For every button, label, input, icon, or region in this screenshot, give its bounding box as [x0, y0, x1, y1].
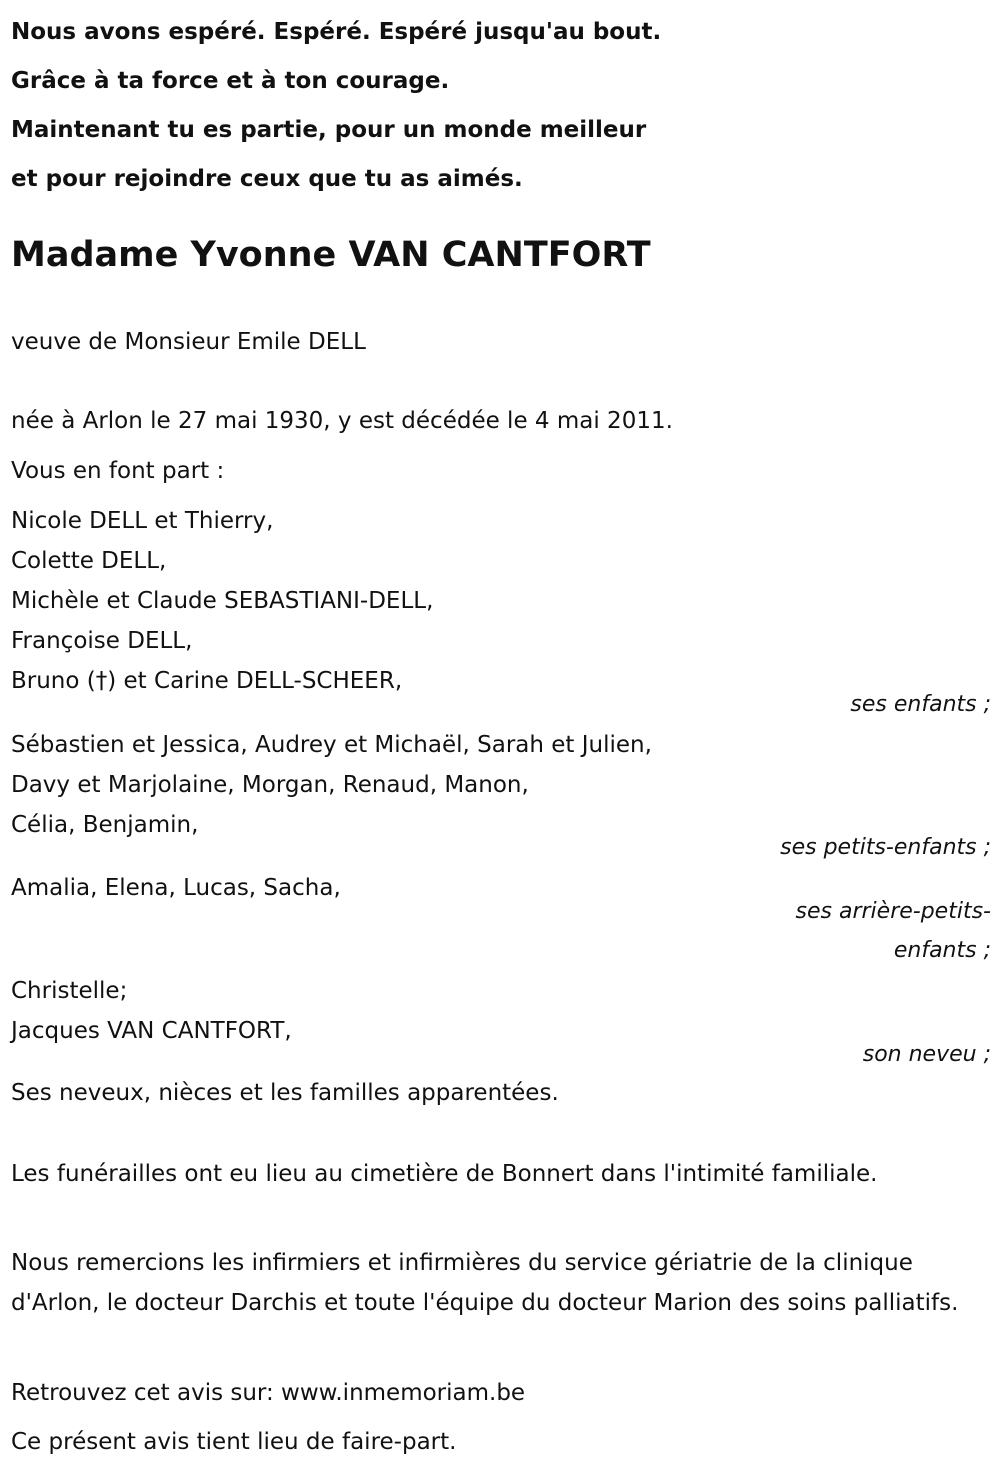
list-item: Michèle et Claude SEBASTIANI-DELL, — [11, 588, 434, 614]
poem-line: Grâce à ta force et à ton courage. — [11, 68, 450, 94]
poem — [11, 8, 991, 204]
widow-of: veuve de Monsieur Emile DELL — [11, 329, 366, 355]
grandchildren-role: ses petits-enfants ; — [780, 835, 991, 860]
list-item: Amalia, Elena, Lucas, Sacha, — [11, 875, 341, 901]
thanks-paragraph: Nous remercions les infirmiers et infirmières du service gériatrie de la clinique d'Arlon, le docteur Darchis et toute l'équipe du docteur Marion des soins palliatifs. — [11, 1250, 959, 1316]
list-item: Davy et Marjolaine, Morgan, Renaud, Manon, — [11, 772, 529, 798]
announce-line: Vous en font part : — [11, 458, 225, 484]
list-item: Jacques VAN CANTFORT, — [11, 1018, 292, 1044]
children-role: ses enfants ; — [850, 692, 991, 717]
nephew-role: son neveu ; — [862, 1042, 991, 1067]
poem-line: et pour rejoindre ceux que tu as aimés. — [11, 166, 523, 192]
list-item: Colette DELL, — [11, 548, 167, 574]
deceased-name: Madame Yvonne VAN CANTFORT — [11, 235, 651, 275]
grandchildren-list — [11, 725, 991, 845]
great-grandchildren-role-line1: ses arrière-petits- — [795, 899, 991, 924]
funeral-paragraph: Les funérailles ont eu lieu au cimetière de Bonnert dans l'intimité familiale. — [11, 1161, 878, 1187]
faire-part-notice: Ce présent avis tient lieu de faire-part. — [11, 1429, 457, 1455]
list-item: Françoise DELL, — [11, 628, 193, 654]
birth-death-line: née à Arlon le 27 mai 1930, y est décédée le 4 mai 2011. — [11, 408, 673, 434]
list-item: Christelle; — [11, 978, 128, 1004]
list-item: Bruno (†) et Carine DELL-SCHEER, — [11, 668, 403, 694]
poem-line: Nous avons espéré. Espéré. Espéré jusqu'au bout. — [11, 19, 662, 45]
list-item: Célia, Benjamin, — [11, 812, 199, 838]
list-item: Sébastien et Jessica, Audrey et Michaël, Sarah et Julien, — [11, 732, 652, 758]
online-notice: Retrouvez cet avis sur: www.inmemoriam.be — [11, 1380, 526, 1406]
poem-line: Maintenant tu es partie, pour un monde meilleur — [11, 117, 647, 143]
nephew-list — [11, 971, 991, 1051]
great-grandchildren-role-line2: enfants ; — [893, 938, 991, 963]
extended-family-line: Ses neveux, nièces et les familles apparentées. — [11, 1080, 559, 1106]
children-list — [11, 501, 991, 701]
list-item: Nicole DELL et Thierry, — [11, 508, 274, 534]
